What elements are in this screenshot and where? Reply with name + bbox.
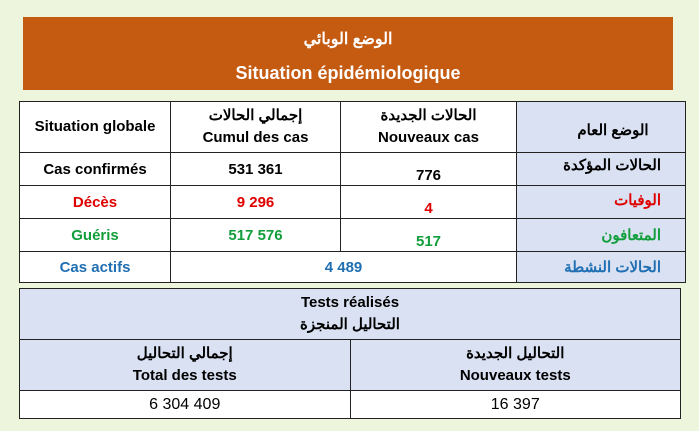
new-confirmed: 776: [341, 153, 517, 186]
tests-total-value: 6 304 409: [20, 391, 351, 419]
tests-table: [19, 288, 681, 419]
header-new-fr: Nouveaux cas: [378, 129, 479, 146]
tests-title-row: [20, 289, 681, 340]
label-active-ar: الحالات النشطة: [517, 252, 686, 283]
cumul-deaths: 9 296: [171, 186, 341, 219]
tests-new-ar: التحاليل الجديدة: [466, 345, 565, 362]
label-deaths-fr: Décès: [20, 186, 171, 219]
cumul-confirmed: 531 361: [171, 153, 341, 186]
new-recovered: 517: [341, 219, 517, 252]
title-arabic: الوضع الوبائي: [303, 31, 393, 48]
new-deaths: 4: [341, 186, 517, 219]
header-label-ar: الوضع العام: [577, 122, 649, 139]
header-cumul-fr: Cumul des cas: [202, 129, 309, 146]
header-new: [341, 102, 517, 153]
label-confirmed-ar: الحالات المؤكدة: [517, 153, 686, 186]
label-deaths-ar: الوفيات: [517, 186, 686, 219]
tests-total-header: [20, 340, 351, 391]
header-new-ar: الحالات الجديدة: [380, 107, 477, 124]
title-banner: [23, 17, 673, 90]
tests-title-cell: [20, 289, 681, 340]
tests-total-ar: إجمالي التحاليل: [136, 345, 233, 362]
tests-total-fr: Total des tests: [132, 367, 237, 384]
tests-header-row: [20, 340, 681, 391]
situation-table: [19, 101, 686, 283]
header-cumul-ar: إجمالي الحالات: [208, 107, 303, 124]
row-active: [20, 252, 686, 283]
label-recovered-ar: المتعافون: [517, 219, 686, 252]
header-label-fr: Situation globale: [34, 118, 156, 135]
tests-new-fr: Nouveaux tests: [459, 367, 571, 384]
label-confirmed-fr: Cas confirmés: [20, 153, 171, 186]
row-recovered: [20, 219, 686, 252]
tests-title-fr: Tests réalisés: [300, 294, 400, 311]
title-french: Situation épidémiologique: [235, 63, 461, 83]
row-confirmed: [20, 153, 686, 186]
active-value: 4 489: [171, 252, 517, 283]
header-label-ar-cell: [517, 102, 686, 153]
tests-values-row: [20, 391, 681, 419]
label-active-fr: Cas actifs: [20, 252, 171, 283]
cumul-recovered: 517 576: [171, 219, 341, 252]
tests-new-value: 16 397: [350, 391, 681, 419]
header-situation-globale: [20, 102, 171, 153]
header-cumul: [171, 102, 341, 153]
tests-title-ar: التحاليل المنجزة: [300, 316, 400, 333]
situation-header-row: [20, 102, 686, 153]
tests-new-header: [350, 340, 681, 391]
label-recovered-fr: Guéris: [20, 219, 171, 252]
row-deaths: [20, 186, 686, 219]
